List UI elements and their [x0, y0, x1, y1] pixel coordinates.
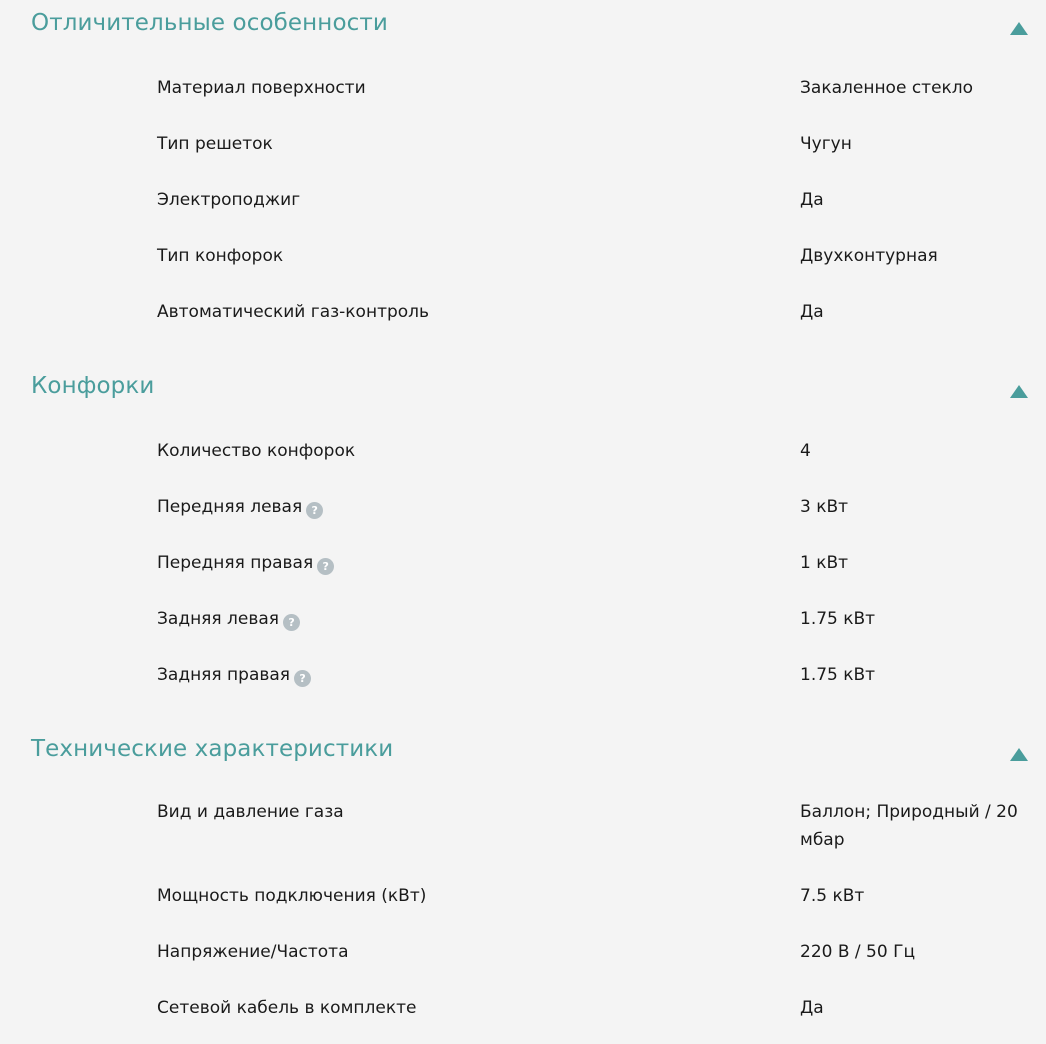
question-circle-icon[interactable]: ?	[294, 670, 311, 687]
collapse-triangle-up-icon[interactable]	[1010, 748, 1028, 761]
spec-row	[0, 798, 1046, 882]
spec-row	[0, 661, 1046, 717]
spec-row	[0, 186, 1046, 242]
spec-row	[0, 605, 1046, 661]
collapse-triangle-up-icon[interactable]	[1010, 385, 1028, 398]
spec-label-with-help	[157, 605, 300, 633]
section-header-burners[interactable]	[0, 363, 1046, 415]
section-burners	[0, 363, 1046, 685]
spec-label: Автоматический газ-контроль	[157, 302, 430, 322]
spec-value: Чугун	[800, 134, 852, 154]
spec-label: Электроподжиг	[157, 190, 301, 210]
spec-value: 3 кВт	[800, 497, 849, 517]
section-header-technical[interactable]	[0, 726, 1046, 778]
spec-value: Да	[800, 998, 824, 1018]
section-title: Отличительные особенности	[31, 10, 388, 36]
spec-row	[0, 437, 1046, 493]
question-circle-icon[interactable]: ?	[283, 614, 300, 631]
spec-label: Тип конфорок	[157, 246, 284, 266]
spec-value: 7.5 кВт	[800, 886, 865, 906]
section-title: Конфорки	[31, 373, 155, 399]
spec-label-with-help	[157, 493, 323, 521]
spec-row	[0, 938, 1046, 994]
spec-value: 1 кВт	[800, 553, 849, 573]
spec-value: 1.75 кВт	[800, 609, 876, 629]
spec-value: 1.75 кВт	[800, 665, 876, 685]
spec-label: Материал поверхности	[157, 78, 366, 98]
spec-row	[0, 994, 1046, 1044]
section-features	[0, 0, 1046, 322]
spec-label: Вид и давление газа	[157, 802, 344, 822]
spec-label: Количество конфорок	[157, 441, 356, 461]
spec-row	[0, 74, 1046, 130]
section-title: Технические характеристики	[31, 736, 394, 762]
question-circle-icon[interactable]: ?	[306, 502, 323, 519]
spec-value: Двухконтурная	[800, 246, 938, 266]
spec-value: Баллон; Природный / 20 мбар	[800, 802, 1018, 850]
spec-row	[0, 549, 1046, 605]
collapse-triangle-up-icon[interactable]	[1010, 22, 1028, 35]
spec-value: Да	[800, 190, 824, 210]
spec-label: Задняя правая	[157, 665, 291, 685]
spec-label: Сетевой кабель в комплекте	[157, 998, 417, 1018]
section-technical	[0, 726, 1046, 1018]
spec-label-with-help	[157, 661, 311, 689]
spec-label: Передняя правая	[157, 553, 314, 573]
spec-row	[0, 882, 1046, 938]
spec-row	[0, 493, 1046, 549]
spec-label: Тип решеток	[157, 134, 273, 154]
spec-value: Закаленное стекло	[800, 78, 974, 98]
spec-row	[0, 242, 1046, 298]
spec-label: Напряжение/Частота	[157, 942, 349, 962]
question-circle-icon[interactable]: ?	[317, 558, 334, 575]
spec-row	[0, 130, 1046, 186]
spec-label: Мощность подключения (кВт)	[157, 886, 427, 906]
spec-value: 220 В / 50 Гц	[800, 942, 916, 962]
spec-label: Задняя левая	[157, 609, 280, 629]
spec-label: Передняя левая	[157, 497, 303, 517]
spec-row	[0, 298, 1046, 354]
section-header-features[interactable]	[0, 0, 1046, 52]
spec-value: Да	[800, 302, 824, 322]
spec-label-with-help	[157, 549, 334, 577]
spec-value: 4	[800, 441, 811, 461]
